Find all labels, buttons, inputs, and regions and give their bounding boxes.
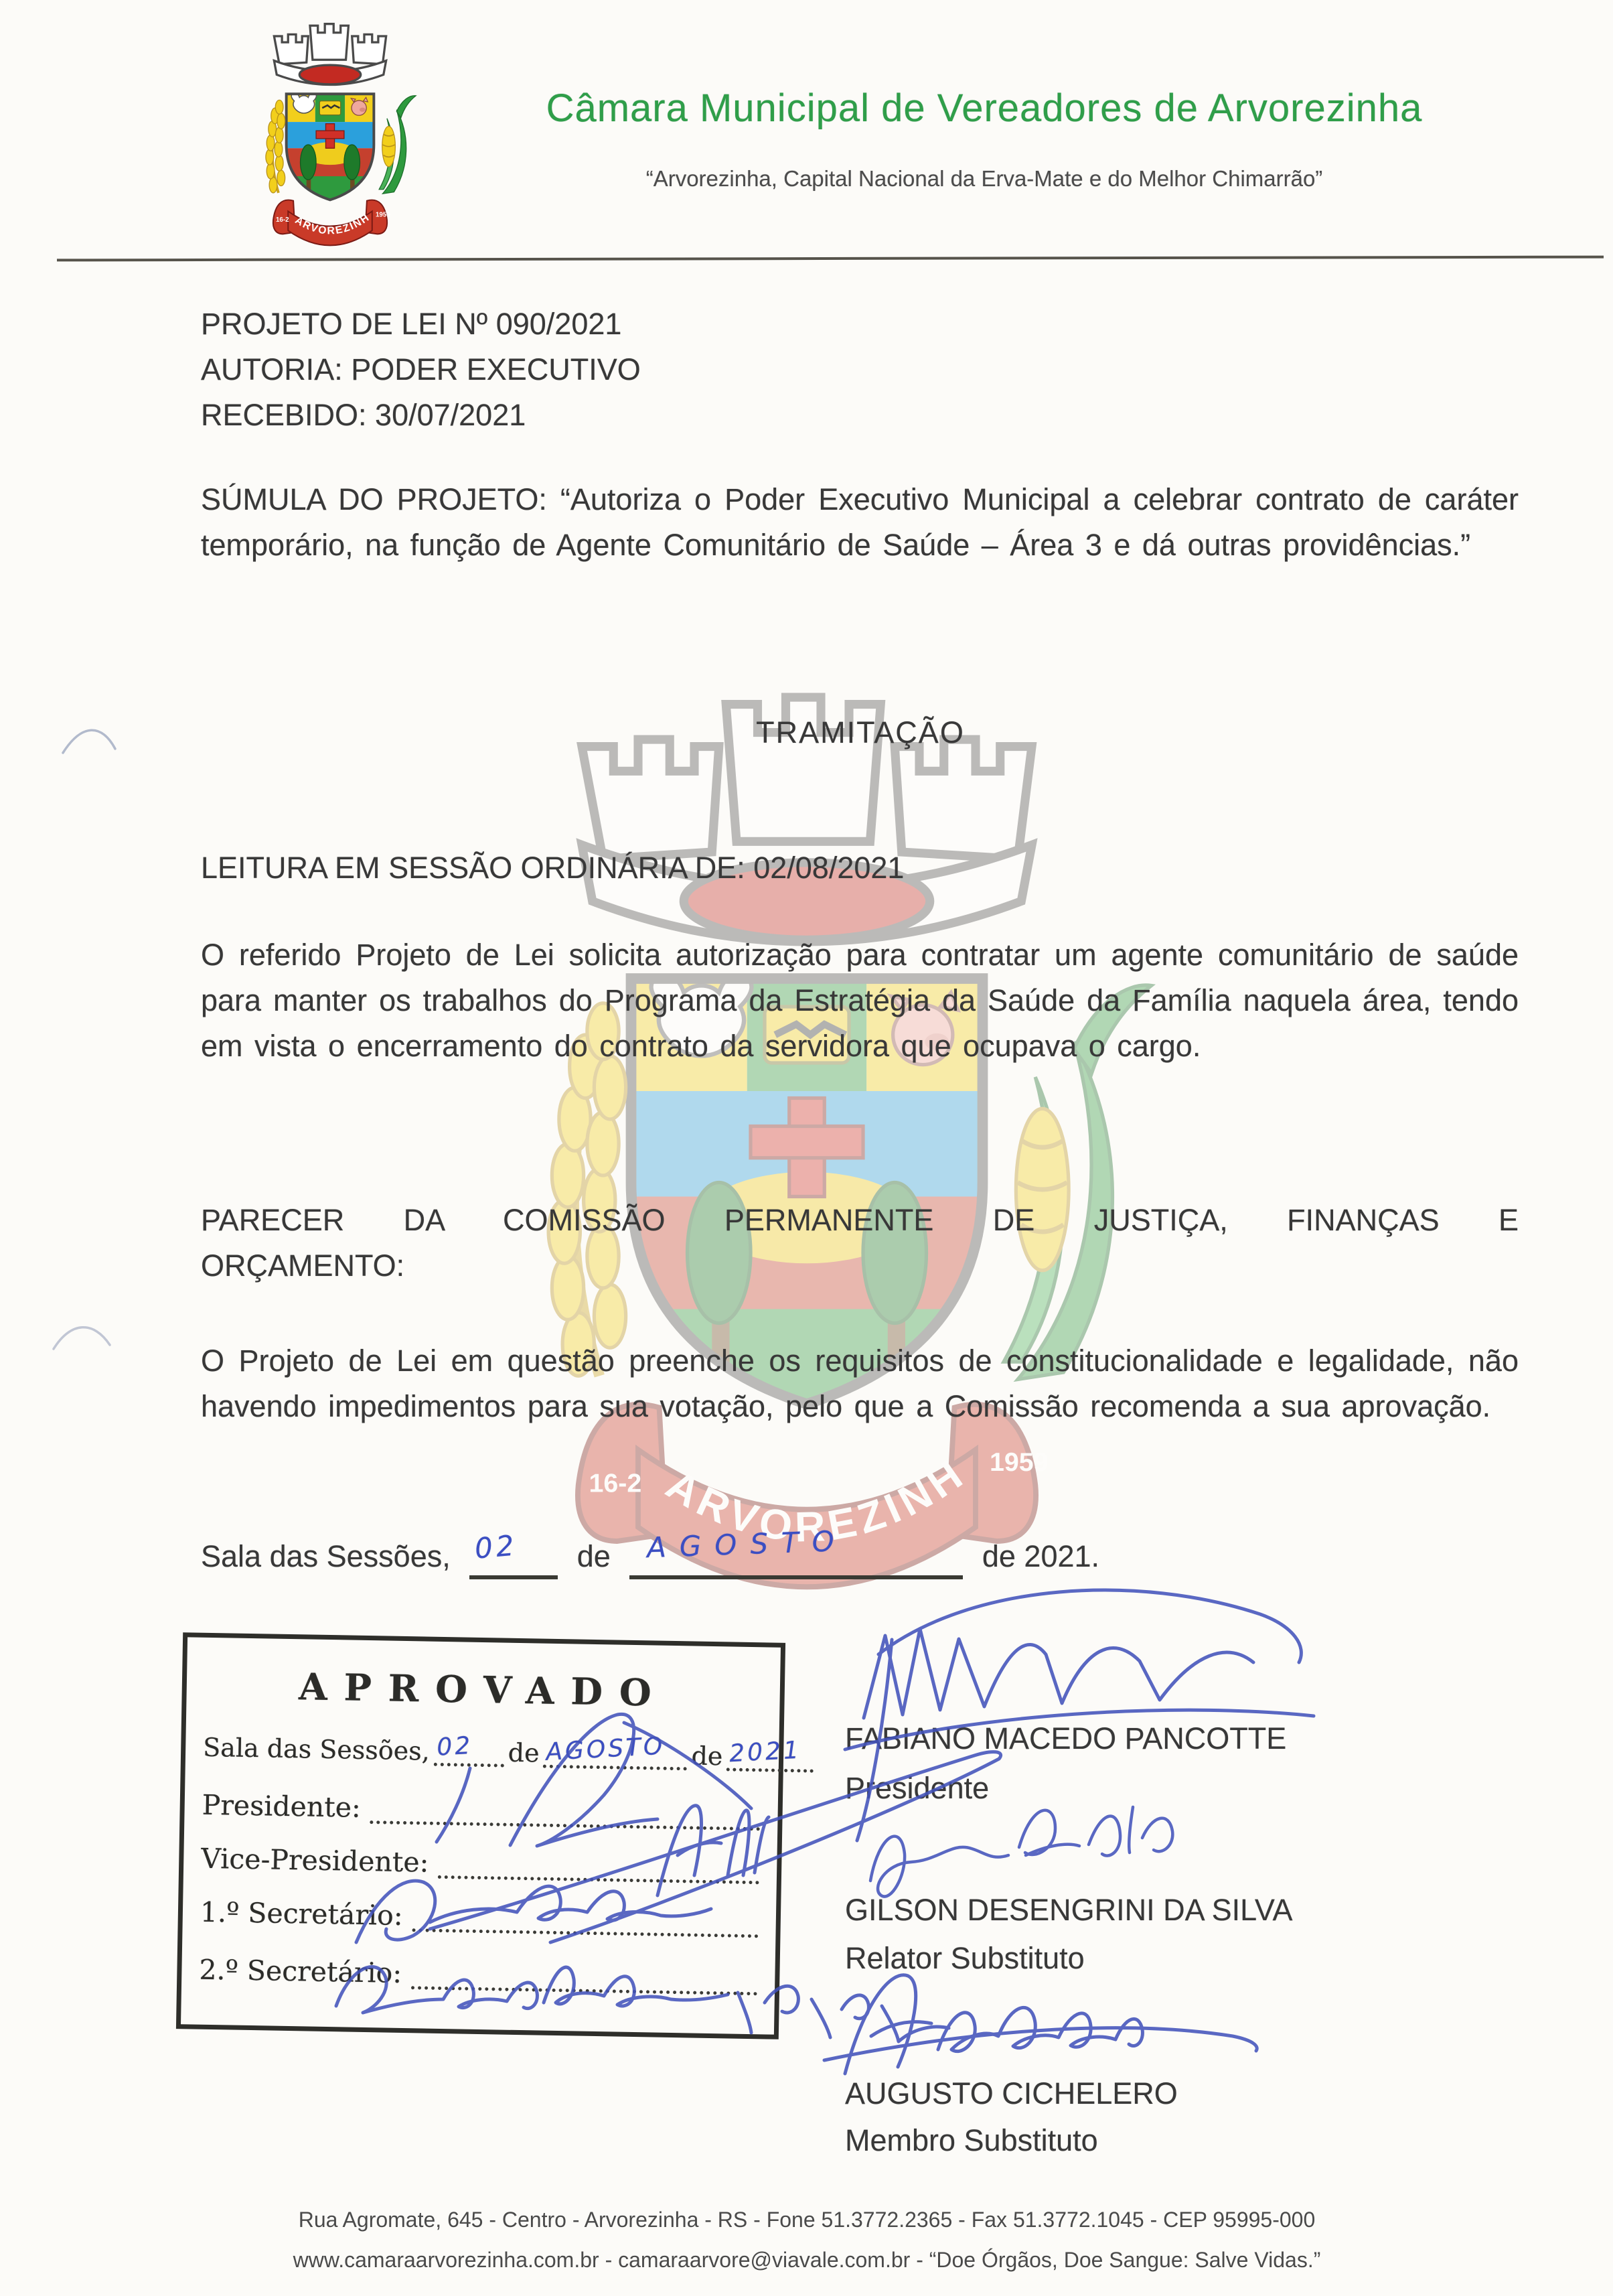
- sala-de: de: [577, 1539, 611, 1573]
- org-name: Câmara Municipal de Vereadores de Arvorezinha: [546, 86, 1423, 130]
- stamp-sala-label: Sala das Sessões,: [202, 1732, 431, 1766]
- aprovado-stamp: [176, 1632, 803, 2039]
- stamp-de2: de: [691, 1741, 723, 1772]
- handwritten-day: 02: [473, 1528, 519, 1565]
- pen-arc-marks: [54, 730, 115, 1349]
- stamp-title: APROVADO: [298, 1664, 669, 1715]
- footer-web-line: www.camaraarvorezinha.com.br - camaraarvore@viavale.com.br - “Doe Órgãos, Doe Sangue: Salve Vidas.”: [293, 2248, 1321, 2272]
- stamp-year-blank: [726, 1738, 814, 1772]
- stamp-field-label: 1.º Secretário:: [200, 1895, 404, 1932]
- signatory-1-role: Presidente: [845, 1771, 990, 1805]
- month-blank: [629, 1524, 963, 1579]
- project-header-block: [201, 301, 1205, 438]
- municipal-crest: [222, 13, 438, 259]
- day-blank: [469, 1528, 558, 1579]
- body-paragraph-1: O referido Projeto de Lei solicita autorização para contratar um agente comunitário de saúde para manter os trabalhos do Programa da Estratégia da Saúde da Família naquela área, tendo em vista o encerramento do contrato da servidora que ocupava o cargo.: [201, 938, 1519, 1063]
- stamp-field-label: 2.º Secretário:: [199, 1953, 402, 1989]
- signature-line: [411, 1962, 758, 1995]
- project-author: AUTORIA: PODER EXECUTIVO: [201, 352, 641, 386]
- signatory-1-name: FABIANO MACEDO PANCOTTE: [845, 1721, 1287, 1755]
- sala-das-sessoes-line: [201, 1524, 1573, 1579]
- leitura-line: LEITURA EM SESSÃO ORDINÁRIA DE: 02/08/2021: [201, 851, 905, 885]
- signature-line: [412, 1904, 759, 1938]
- stamp-month-blank: [543, 1732, 688, 1771]
- parecer-heading-line2: ORÇAMENTO:: [201, 1248, 405, 1283]
- stamp-de1: de: [508, 1737, 540, 1768]
- signatory-2-name: GILSON DESENGRINI DA SILVA: [845, 1893, 1293, 1927]
- signature-line: [438, 1851, 759, 1884]
- stamp-day-blank: [433, 1733, 504, 1768]
- sala-prefix: Sala das Sessões,: [201, 1539, 451, 1573]
- signatory-2-role: Relator Substituto: [845, 1941, 1085, 1975]
- body-paragraph-2: O Projeto de Lei em questão preenche os requisitos de constitucionalidade e legalidade, não havendo impedimentos para sua votação, pelo que a Comissão recomenda a sua aprovação.: [201, 1344, 1519, 1423]
- stamp-field-label: Presidente:: [202, 1788, 362, 1824]
- parecer-heading-line1: PARECER DA COMISSÃO PERMANENTE DE JUSTIÇA, FINANÇAS E: [201, 1203, 1519, 1237]
- stamp-field-presidente: [202, 1789, 761, 1831]
- stamp-field-2-secretario: [199, 1954, 758, 1996]
- signature-line: [370, 1796, 761, 1831]
- org-slogan: “Arvorezinha, Capital Nacional da Erva-Mate e do Melhor Chimarrão”: [645, 166, 1323, 191]
- augusto-signature-ink: [824, 1975, 1257, 2074]
- gilson-signature-ink: [870, 1807, 1172, 1897]
- stamp-field-1-secretario: [200, 1896, 759, 1938]
- stamp-handwritten-year: 2021: [728, 1736, 803, 1768]
- stamp-field-label: Vice-Presidente:: [200, 1842, 429, 1879]
- stamp-field-vice-presidente: [201, 1843, 760, 1885]
- signatory-3-name: AUGUSTO CICHELERO: [845, 2076, 1178, 2110]
- footer-address-line: Rua Agromate, 645 - Centro - Arvorezinha - RS - Fone 51.3772.2365 - Fax 51.3772.1045 - CEP 95995-000: [298, 2208, 1316, 2232]
- parecer-heading: [201, 1198, 1519, 1289]
- project-received: RECEBIDO: 30/07/2021: [201, 398, 526, 432]
- project-number: PROJETO DE LEI Nº 090/2021: [201, 307, 622, 341]
- stamp-handwritten-month: AGOSTO: [545, 1732, 666, 1766]
- stamp-sala-line: [202, 1729, 803, 1772]
- section-title-tramitacao: TRAMITAÇÃO: [756, 715, 965, 749]
- signatory-3-role: Membro Substituto: [845, 2123, 1098, 2157]
- sumula-paragraph: SÚMULA DO PROJETO: “Autoriza o Poder Executivo Municipal a celebrar contrato de caráter temporário, na função de Agente Comunitário de Saúde – Área 3 e dá outras providências.”: [201, 482, 1519, 562]
- crest-watermark: [385, 635, 1229, 1660]
- stamp-handwritten-day: 02: [435, 1731, 473, 1762]
- handwritten-month: AGOSTO: [646, 1524, 848, 1565]
- sala-suffix: de 2021.: [982, 1539, 1100, 1573]
